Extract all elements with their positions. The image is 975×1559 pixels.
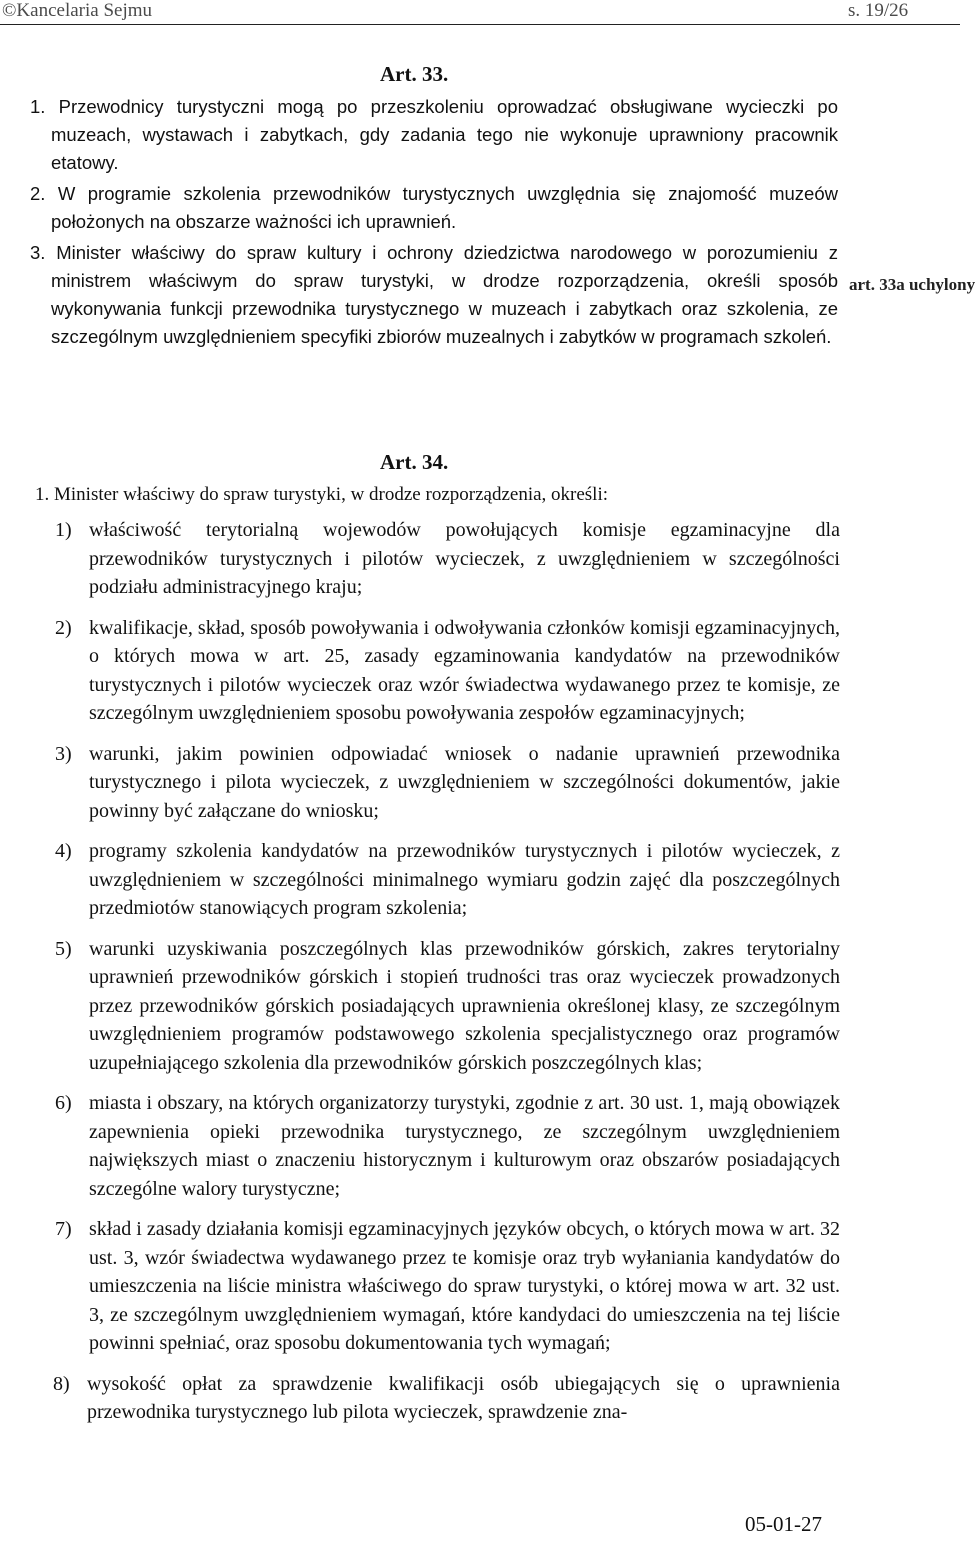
item-text: warunki, jakim powinien odpowiadać wniosek o nadanie uprawnień przewodnika turystycznego i pilota wycieczek, z uwzględnieniem w szczególności dokumentów, jakie powinny być załączane do wniosku; <box>89 742 840 822</box>
art34-title: Art. 34. <box>380 450 449 474</box>
list-item <box>55 935 840 1078</box>
item-text: miasta i obszary, na których organizatorzy turystyki, zgodnie z art. 30 ust. 1, mają obowiązek zapewnienia opieki przewodnika turystycznego, ze szczególnym uwzględnieniem największych miast o znaczeniu historycznym i kulturowym oraz obszarów posiadających szczególne walory turystyczne; <box>89 1092 840 1200</box>
item-number: 7) <box>55 1218 72 1240</box>
art33-para-3: 3. Minister właściwy do spraw kultury i ochrony dziedzictwa narodowego w porozumieniu z ministrem właściwym do spraw turystyki, w drodze rozporządzenia, określi sposób wykonywania funkcji przewodnika turystycznego w muzeach i zabytkach oraz szkolenia, ze szczególnym uwzględnieniem specyfiki zbiorów muzealnych i zabytków w programach szkoleń. <box>30 242 838 347</box>
header-divider <box>0 24 960 25</box>
list-item <box>55 740 840 826</box>
item-text: wysokość opłat za sprawdzenie kwalifikacji osób ubiegających się o uprawnienia przewodnika turystycznego lub pilota wycieczek, sprawdzenie zna- <box>87 1372 840 1423</box>
art34-intro: 1. Minister właściwy do spraw turystyki, w drodze rozporządzenia, określi: <box>35 484 609 505</box>
item-text: właściwość terytorialną wojewodów powołujących komisje egzaminacyjne dla przewodników turystycznych i pilotów wycieczek, z uwzględnieniem w szczególności podziału administracyjnego kraju; <box>89 519 840 598</box>
item-text: warunki uzyskiwania poszczególnych klas przewodników górskich, zakres terytorialny uprawnień przewodników górskich i stopień trudności tras oraz wycieczek prowadzonych przez przewodników górskich posiadających uprawnienia określonej klasy, ze szczególnym uwzględnieniem programów podstawowego szkolenia specjalistycznego oraz programów uzupełniającego szkolenia dla przewodników górskich poszczególnych klas; <box>89 937 840 1074</box>
item-text: kwalifikacje, skład, sposób powoływania i odwoływania członków komisji egzaminacyjnych, o których mowa w art. 25, zasady egzaminowania kandydatów na przewodników turystycznych i pilotów wycieczek oraz wzór świadectwa wydawanego przez te komisje, ze szczególnym uwzględnieniem sposobu powoływania zespołów egzaminacyjnych; <box>89 616 840 724</box>
art34-items <box>55 516 840 1427</box>
list-item <box>55 1215 840 1358</box>
list-item <box>55 516 840 602</box>
list-item <box>53 1370 840 1427</box>
item-text: programy szkolenia kandydatów na przewodników turystycznych i pilotów wycieczek, z uwzględnieniem w szczególności minimalnego wymiaru godzin zajęć dla poszczególnych przedmiotów stanowiących program szkolenia; <box>89 840 840 919</box>
header-source: ©Kancelaria Sejmu <box>2 0 153 21</box>
list-item <box>55 837 840 923</box>
art33-para-1: 1. Przewodnicy turystyczni mogą po przeszkoleniu oprowadzać obsługiwane wycieczki po muzeach, wystawach i zabytkach, gdy zadania tego nie wykonuje uprawniony pracownik etatowy. <box>30 96 838 173</box>
art33-title: Art. 33. <box>380 62 449 86</box>
art33-para-2: 2. W programie szkolenia przewodników turystycznych uwzględnia się znajomość muzeów położonych na obszarze ważności ich uprawnień. <box>30 183 838 232</box>
margin-note: art. 33a uchylony <box>849 275 975 294</box>
list-item <box>55 1089 840 1203</box>
header-page-number: s. 19/26 <box>848 0 909 21</box>
item-text: skład i zasady działania komisji egzaminacyjnych języków obcych, o których mowa w art. 32 ust. 3, wzór świadectwa wydawanego przez te komisje oraz tryb wyłaniania kandydatów do umieszczenia na liście ministra właściwego do spraw turystyki, o której mowa w art. 32 ust. 3, ze szczególnym uwzględnieniem wymagań, które kandydaci do umieszczenia na tej liście powinni spełniać, oraz sposobu dokumentowania tych wymagań; <box>89 1218 840 1354</box>
item-number: 1) <box>55 519 72 541</box>
item-number: 6) <box>55 1092 72 1114</box>
art33-body <box>30 93 838 351</box>
list-item <box>55 614 840 728</box>
item-number: 4) <box>55 840 72 862</box>
item-number: 5) <box>55 937 72 960</box>
item-number: 3) <box>55 742 72 765</box>
footer-date: 05-01-27 <box>745 1512 822 1536</box>
item-number: 8) <box>53 1372 70 1395</box>
item-number: 2) <box>55 616 72 639</box>
